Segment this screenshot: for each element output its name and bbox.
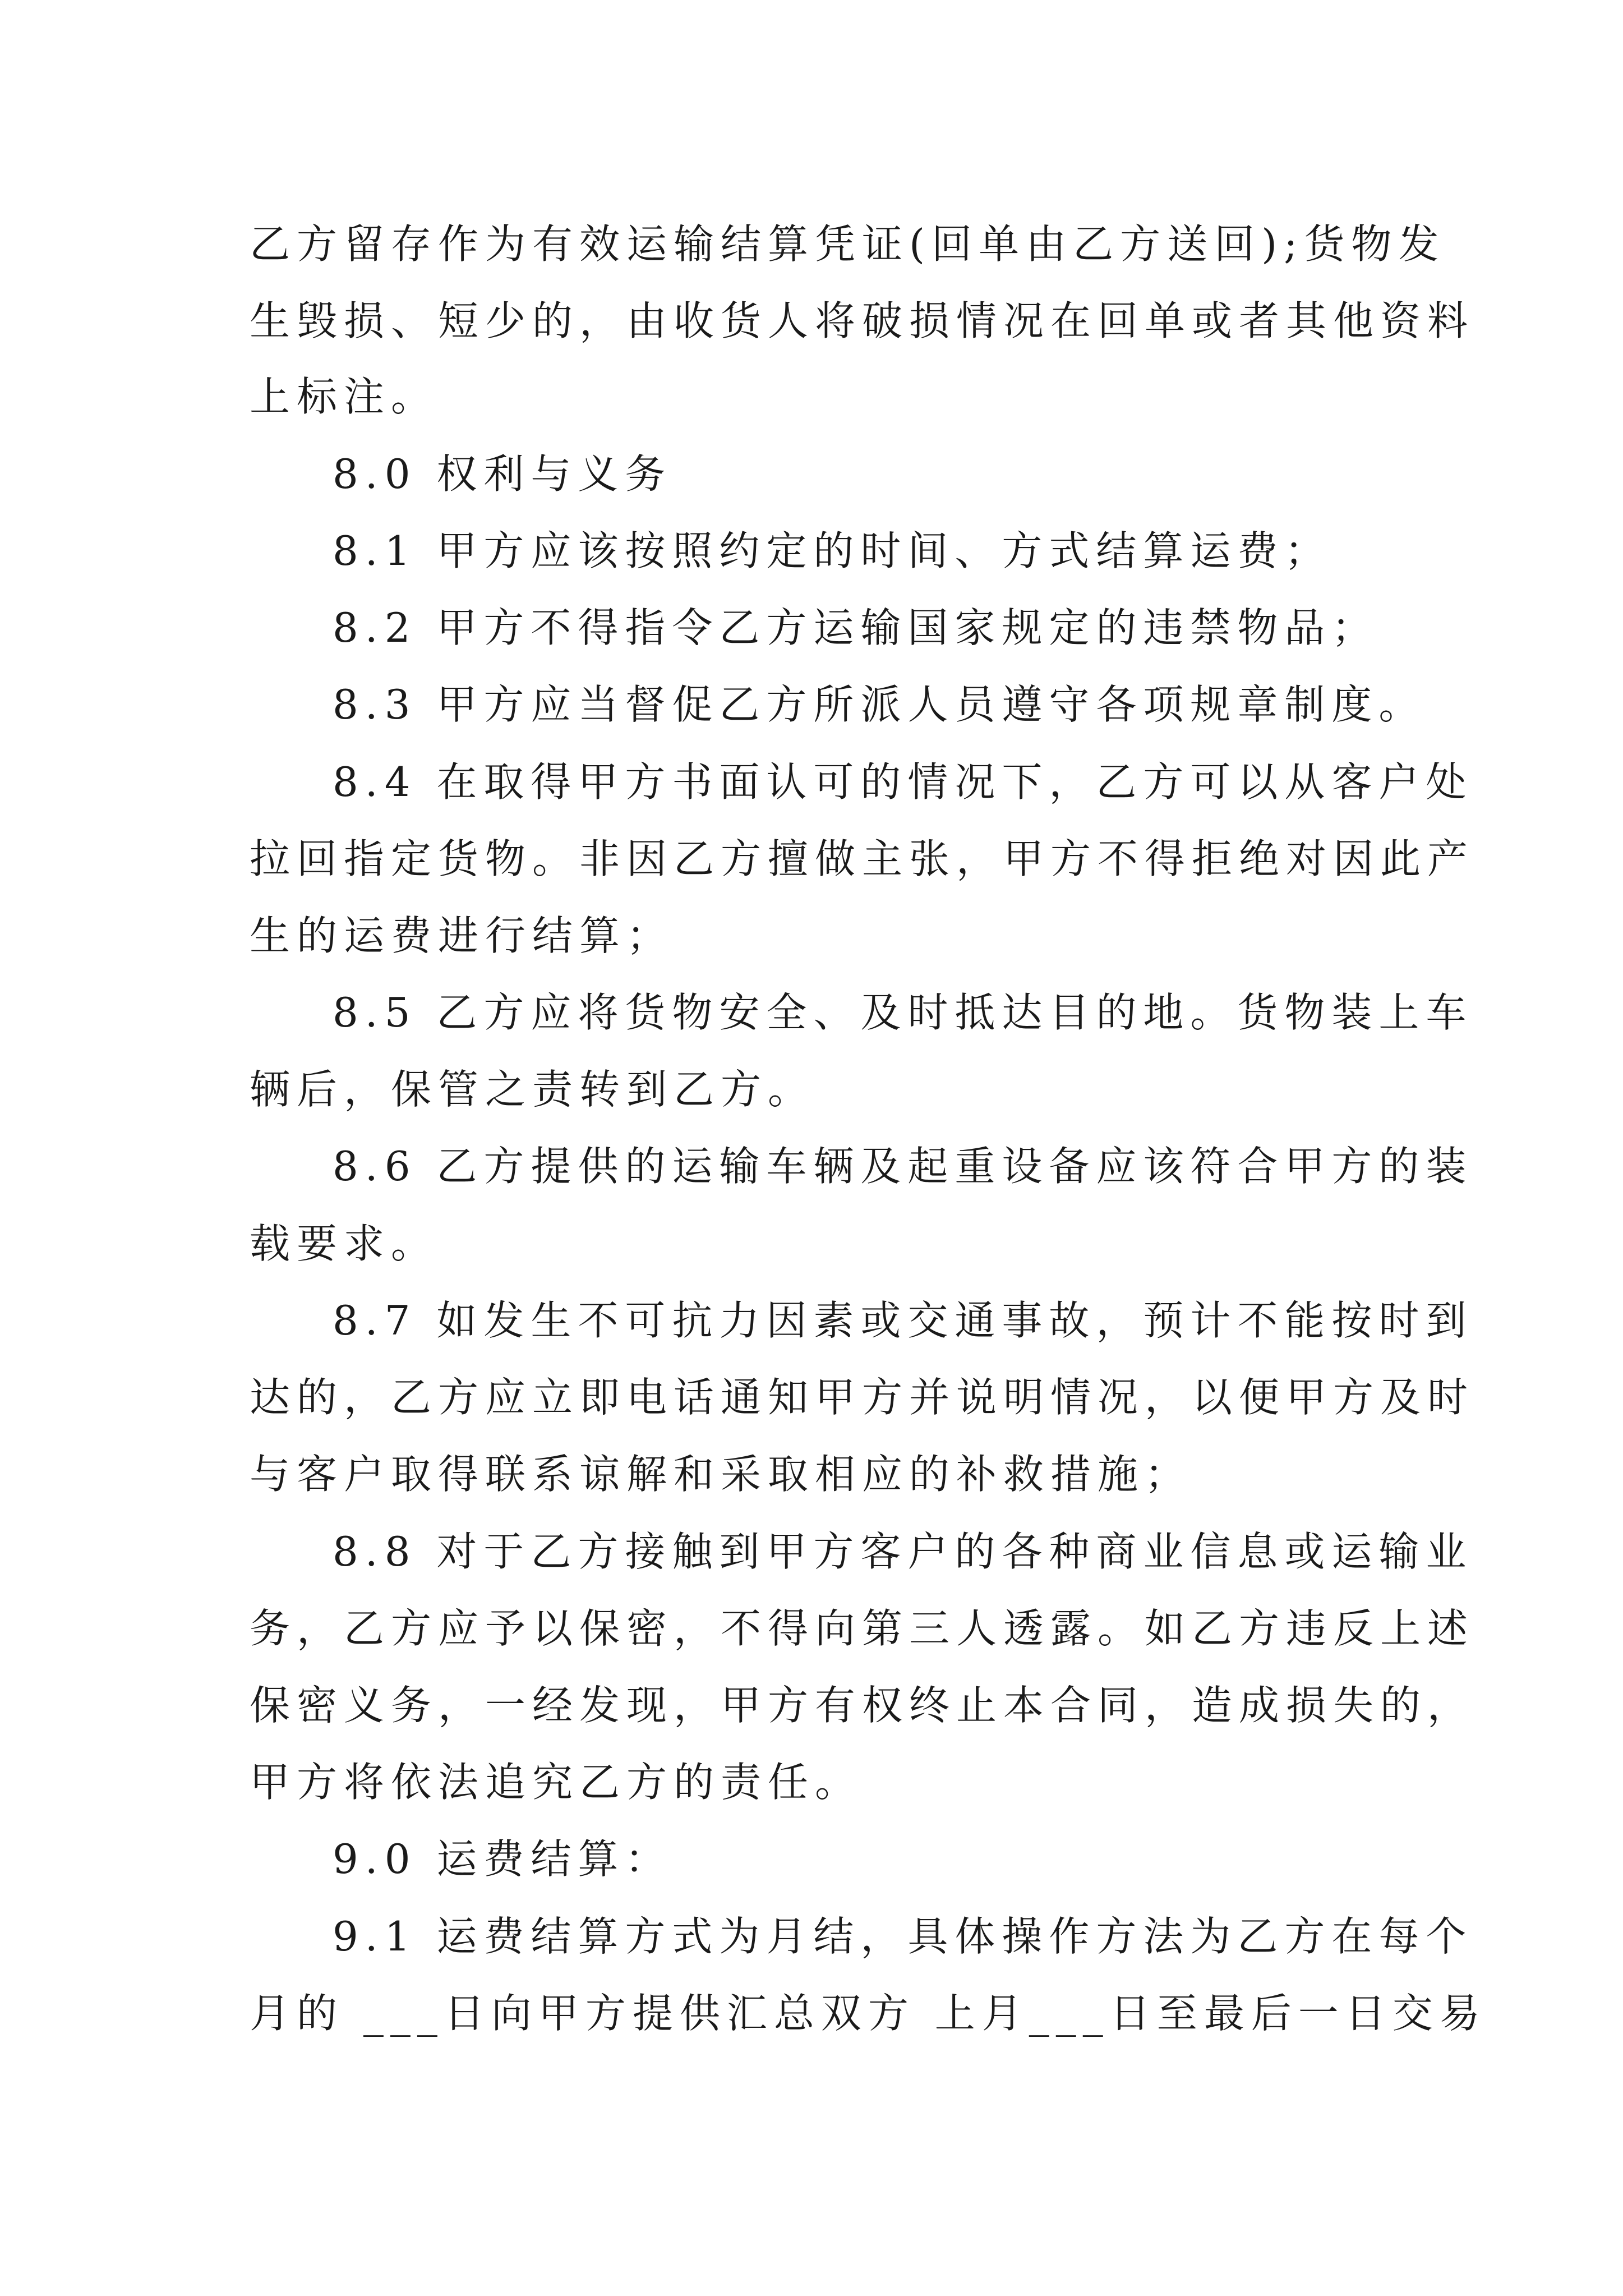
clause-9-1: 9.1 运费结算方式为月结，具体操作方法为乙方在每个 [333,1913,1473,1960]
clause-8-1: 8.1 甲方应该按照约定的时间、方式结算运费； [333,527,1332,574]
clause-8-3: 8.3 甲方应当督促乙方所派人员遵守各项规章制度。 [333,681,1426,728]
text-line: 甲方将依法追究乙方的责任。 [250,1759,863,1806]
section-heading: 9.0 运费结算： [333,1835,672,1883]
clause-8-5: 8.5 乙方应将货物安全、及时抵达目的地。货物装上车 [333,989,1473,1036]
text-line: 乙方留存作为有效运输结算凭证(回单由乙方送回);货物发 [250,220,1446,268]
clause-8-2: 8.2 甲方不得指令乙方运输国家规定的违禁物品； [333,604,1379,651]
text-line: 务，乙方应予以保密，不得向第三人透露。如乙方违反上述 [250,1605,1475,1652]
text-line: 达的，乙方应立即电话通知甲方并说明情况，以便甲方及时 [250,1374,1475,1421]
text-line: 载要求。 [250,1220,439,1267]
text-line: 上标注。 [250,373,439,420]
text-line: 月的 ___日向甲方提供汇总双方 上月___日至最后一日交易 [250,1990,1487,2037]
clause-8-7: 8.7 如发生不可抗力因素或交通事故，预计不能按时到 [333,1297,1473,1344]
clause-8-4: 8.4 在取得甲方书面认可的情况下，乙方可以从客户处 [333,758,1473,806]
text-line: 辆后，保管之责转到乙方。 [250,1066,815,1113]
text-line: 生的运费进行结算； [250,912,674,959]
text-line: 保密义务，一经发现，甲方有权终止本合同，造成损失的， [250,1682,1475,1729]
section-heading: 8.0 权利与义务 [333,450,672,498]
clause-8-8: 8.8 对于乙方接触到甲方客户的各种商业信息或运输业 [333,1528,1473,1575]
text-line: 生毁损、短少的，由收货人将破损情况在回单或者其他资料 [250,297,1475,344]
text-line: 与客户取得联系谅解和采取相应的补救措施； [250,1451,1192,1498]
clause-8-6: 8.6 乙方提供的运输车辆及起重设备应该符合甲方的装 [333,1143,1473,1190]
text-line: 拉回指定货物。非因乙方擅做主张，甲方不得拒绝对因此产 [250,835,1475,882]
